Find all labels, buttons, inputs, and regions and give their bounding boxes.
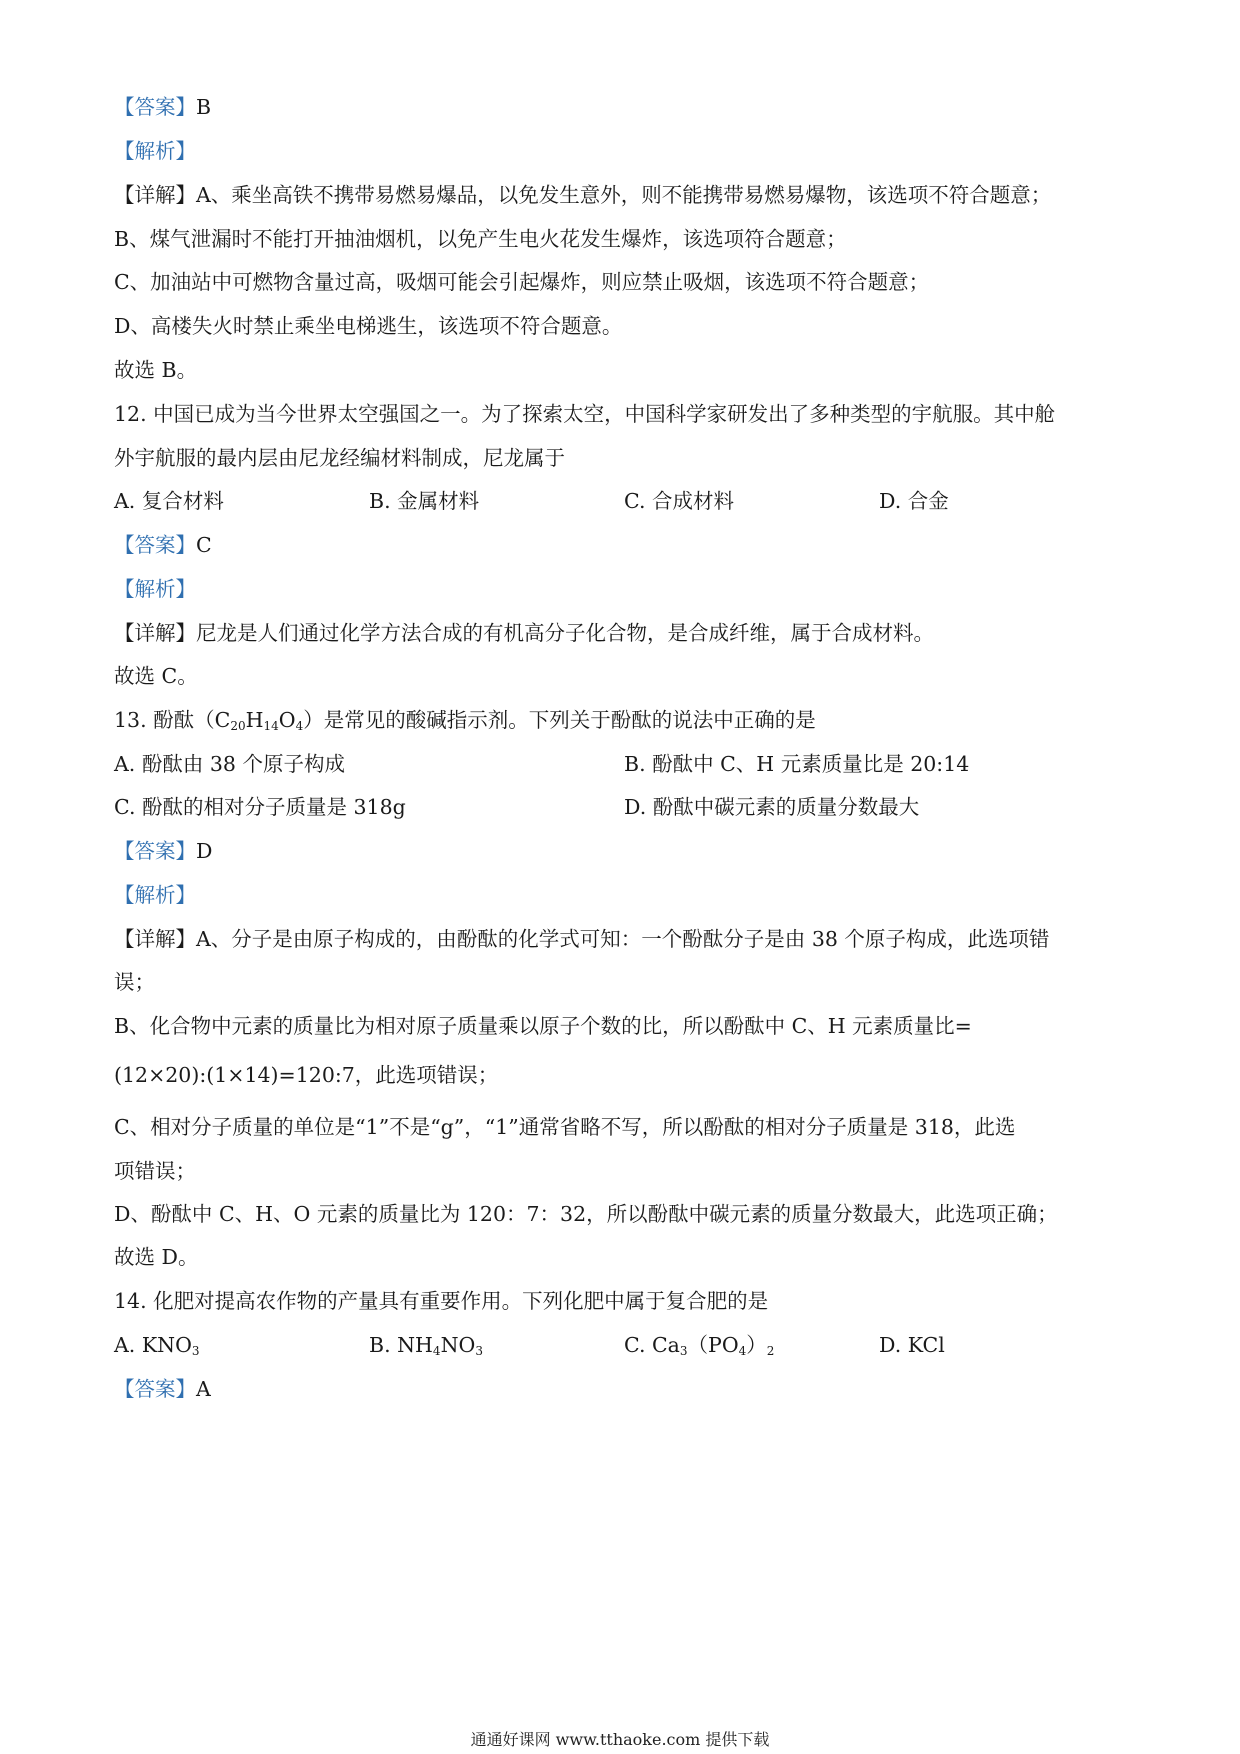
detail-line: B、化合物中元素的质量比为相对原子质量乘以原子个数的比，所以酚酞中 C、H 元素质量比= <box>114 1014 972 1038</box>
page-footer: 通通好课网 www.tthaoke.com 提供下载 <box>470 1730 770 1749</box>
question-stem: 13. 酚酞$(C_{20}H_{14}O_4)$是常见的酸碱指示剂。下列关于酚酞的说法中正确的是 <box>114 708 816 733</box>
conclusion: 故选 B。 <box>114 358 198 382</box>
option-b: B. $NH_4NO_3$ <box>369 1333 483 1358</box>
question-stem: 外宇航服的最内层由尼龙经编材料制成，尼龙属于 <box>114 446 565 470</box>
detail-line: 【详解】A、乘坐高铁不携带易燃易爆品，以免发生意外，则不能携带易燃易爆物，该选项不符合题意； <box>114 183 1052 207</box>
conclusion: 故选 D。 <box>114 1245 199 1269</box>
answer-tag: 【答案】 <box>114 533 196 557</box>
answer-value: B <box>196 95 212 119</box>
detail-line: 项错误； <box>114 1159 196 1183</box>
option-c: C. 酚酞的相对分子质量是 318g <box>114 795 406 819</box>
answer-line <box>114 93 211 121</box>
answer-tag: 【答案】 <box>114 1377 196 1401</box>
answer-value: A <box>196 1377 211 1401</box>
detail-line: 误； <box>114 970 155 994</box>
conclusion: 故选 C。 <box>114 664 198 688</box>
option-d: D. 合金 <box>879 489 949 513</box>
option-a: A. $KNO_3$ <box>114 1333 200 1358</box>
option-b: B. 金属材料 <box>369 489 480 513</box>
answer-tag: 【答案】 <box>114 839 196 863</box>
option-d: D. KCl <box>879 1333 945 1357</box>
answer-value: D <box>196 839 213 863</box>
option-a: A. 复合材料 <box>114 489 224 513</box>
formula-line: (12×20):(1×14)=120:7，此选项错误； <box>114 1063 499 1087</box>
option-d: D. 酚酞中碳元素的质量分数最大 <box>624 795 920 819</box>
detail-line: 【详解】A、分子是由原子构成的，由酚酞的化学式可知：一个酚酞分子是由 38 个原子构成，此选项错 <box>114 927 1050 951</box>
detail-tag: 【详解】 <box>114 927 196 951</box>
option-c: C. $Ca_3(PO_4)_2$ <box>624 1333 775 1358</box>
detail-line: D、高楼失火时禁止乘坐电梯逃生，该选项不符合题意。 <box>114 314 623 338</box>
answer-tag: 【答案】 <box>114 95 196 119</box>
analysis-tag: 【解析】 <box>114 883 196 907</box>
detail-line: D、酚酞中 C、H、O 元素的质量比为 120：7：32，所以酚酞中碳元素的质量分数最大，此选项正确； <box>114 1202 1058 1226</box>
option-b: B. 酚酞中 C、H 元素质量比是 20:14 <box>624 752 970 776</box>
answer-line <box>114 531 212 559</box>
analysis-tag: 【解析】 <box>114 139 196 163</box>
option-c: C. 合成材料 <box>624 489 734 513</box>
question-stem: 14. 化肥对提高农作物的产量具有重要作用。下列化肥中属于复合肥的是 <box>114 1289 769 1313</box>
answer-value: C <box>196 533 212 557</box>
option-a: A. 酚酞由 38 个原子构成 <box>114 752 345 776</box>
detail-line: B、煤气泄漏时不能打开抽油烟机，以免产生电火花发生爆炸，该选项符合题意； <box>114 227 847 251</box>
detail-tag: 【详解】 <box>114 621 196 645</box>
answer-line <box>114 1375 211 1403</box>
answer-line <box>114 837 212 865</box>
detail-line: 【详解】尼龙是人们通过化学方法合成的有机高分子化合物，是合成纤维，属于合成材料。 <box>114 621 934 645</box>
detail-tag: 【详解】 <box>114 183 196 207</box>
question-stem: 12. 中国已成为当今世界太空强国之一。为了探索太空，中国科学家研发出了多种类型的宇航服。其中舱 <box>114 402 1056 426</box>
analysis-tag: 【解析】 <box>114 577 196 601</box>
detail-line: C、加油站中可燃物含量过高，吸烟可能会引起爆炸，则应禁止吸烟，该选项不符合题意； <box>114 270 930 294</box>
detail-line: C、相对分子质量的单位是“1”不是“g”，“1”通常省略不写，所以酚酞的相对分子质量是 318，此选 <box>114 1115 1016 1139</box>
